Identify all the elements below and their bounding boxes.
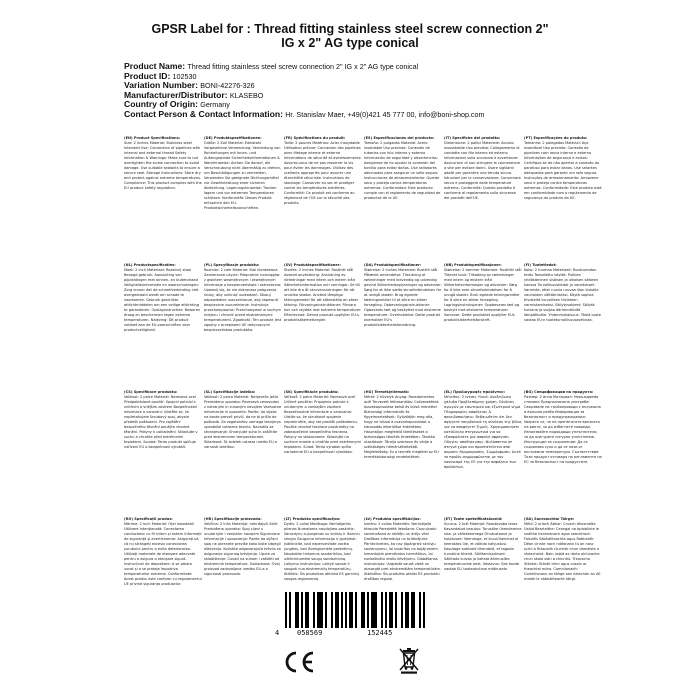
spec-heading: (SK) Špecifikácie produktu: xyxy=(284,390,339,394)
barcode-bar xyxy=(367,592,369,628)
spec-heading: (CS) Specifikace produktu: xyxy=(124,390,178,394)
spec-cell xyxy=(204,263,282,386)
spec-body: Maat: 2 inch Materiaal: Roestvrij staal Beoogd gebruik: Aansluiting van pijpleidingen met binnen- en buitendraad Veiligheidsinformatie en waarschuwingen: Zorg ervoor dat de schroefverbinding niet overgedraaid wordt om schade te voorkomen. Gebruik geschikte afdichtmiddelen om een veilige afdichting te garanderen. Opslaginstructies: Bewaren droog en beschermen tegen extreme temperaturen. Naleving: Dit product voldoet aan de EU-voorschriften voor productveiligheid. xyxy=(124,268,201,332)
weee-crossed-bin-icon xyxy=(398,646,420,674)
spec-body: Méid: 2 orlach Ábhar: Cruach dhosmálta Úsáid Beartaithe: Ceangal na bpíoblínte le snáithe inmheánach agus seachtrach Faisnéis Sábháilteachta agus Rabhaidh: Déan cinnte nach ndéanann tú an nasc scriú a fháscadh ró-mhór chun damáiste a sheachaint. Bain úsáid as rónta oiriúnacha chun séala slán a chinntiú. Treoracha Stórála: Stóráil tirim agus cosain ar theochtaí móra. Comhlíonadh: Comhlíonann an táirge seo rialachán an AE maidir le sábháilteacht táirgí. xyxy=(524,522,601,581)
spec-heading: (NL) Productspecificaties: xyxy=(124,263,176,267)
spec-cell xyxy=(444,263,522,386)
info-key: Country of Origin: xyxy=(124,100,198,110)
barcode-bar xyxy=(289,592,291,628)
barcode-bar xyxy=(341,592,343,628)
spec-heading: (HU) Termékjellemzők: xyxy=(364,390,410,394)
spec-cell xyxy=(284,390,362,513)
spec-body: Méret: 2 hüvelyk Anyag: Rozsdamentes acél Tervezett felhasználás: Csővezetékek összekapcsolása belső és külső menettel Biztonsági információk és figyelmeztetések: Győződjön meg róla, hogy ne túlzza a csavarkapcsolatot a károsodás elkerülése érdekében. Használjon megfelelő tömítéseket a biztonságos tömítés érdekében. Tárolási utasítások: Tárolja szárazon és védje a szélsőséges hőmérsékletektől. Megfelelőség: Ez a termék megfelel az EU termékbiztonsági rendeletének. xyxy=(364,395,439,459)
barcode-bar xyxy=(363,592,365,628)
barcode-bars xyxy=(285,592,425,628)
spec-cell xyxy=(444,390,522,513)
spec-body: Tamaño: 2 pulgadas Material: Acero inoxidable Uso previsto: Conexión de tuberías con hilo interno y externo Información de seguridad y advertencias: Asegúrese de no ajustar la conexión del tornillo para evitar daños. Use selladores adecuados para asegurar un sello seguro. Instrucciones de almacenamiento: Guarde seco y proteja contra temperaturas extremas. Conformidad: Este producto cumple con el reglamento de seguridad de productos de la UE. xyxy=(364,141,441,200)
spec-heading: (IT) Specifiche del prodotto: xyxy=(444,136,501,140)
spec-cell xyxy=(524,390,602,513)
spec-heading: (GA) Sonraíochtaí Táirge: xyxy=(524,517,575,521)
ean-barcode xyxy=(275,592,435,638)
barcode-bar xyxy=(381,592,383,628)
spec-heading: (RO) Specificații produs: xyxy=(124,517,173,521)
barcode-bar xyxy=(297,592,299,628)
spec-cell xyxy=(364,263,442,386)
barcode-digits-left: 058569 xyxy=(297,629,323,637)
barcode-bar xyxy=(337,592,339,628)
barcode-digits-right: 152445 xyxy=(367,629,393,637)
spec-body: Size: 2 inches Material: Stainless steel Intended Use: Connection of pipelines with internal and external thread Safety Information & Warnings: Make sure to not overtighten the screw connection to avoid damage. Use suitable sealants to ensure a secure seal. Storage Instructions: Store dry and protect against extreme temperatures. Compliance: This product complies with the EU product safety regulation. xyxy=(124,141,202,190)
barcode-bar xyxy=(321,592,323,628)
spec-cell xyxy=(524,136,602,259)
barcode-bar xyxy=(419,592,421,628)
spec-body: Velikost: 2 palce Materiál: Nerezová ocel Předpokládané použití: Spojení potrubí s vnitřním a vnějším závitem Bezpečnostní informace a varování: Ujistěte se, že nepřetahujete šroubový spoj, abyste předešli poškození. Pro zajištění bezpečného těsnění použijte vhodné těsnění. Pokyny k uskladnění: Skladujte v suchu a chraňte před extrémními teplotami. Soulad: Tento produkt splňuje nařízení EU o bezpečnosti výrobků. xyxy=(124,395,198,449)
spec-cell xyxy=(284,263,362,386)
spec-body: Suurus: 2 tolli Materjal: Roostevaba teras Kavandatud kasutus: Torustike ühendamine sise- ja väliskeermega Ohutusteave ja hoiatused: Veenduge, et kruviühendust ei keerataks üle, et vältida kahjustusi. Kasutage sobivaid tihendeid, et tagada turvaline tihend. Säilitamisjuhised: Säilitada kuivas ja kaitsta äärmuslike temperatuuride eest. Vastavus: See toode vastab ELi tooteohutuse määrusele. xyxy=(444,522,522,571)
spec-body: Storlek: 2 inches Material: Rostfritt stål Avsedd användning: Anslutning av rörledningar med intern och extern tråd Säkerhetsinformation och varningar: Se till att inte dra åt skruvanslutningen för att undvika skador. Använd lämpliga tätningsmedel för att säkerställa en säker tätning. Förvaringsinstruktioner: Förvara torr och skydda mot extrema temperaturer. Efterlevnad: Denna produkt uppfyller EU:s produktsäkerhetsregler. xyxy=(284,268,362,322)
barcode-bar xyxy=(301,592,303,628)
spec-cell xyxy=(444,517,522,657)
barcode-bar xyxy=(385,592,387,628)
spec-body: Velikost: 2 palca Material: Nerjaveče jeklo Predvidena uporaba: Povezava cevovodov z notranjim in zunanjim navojem Varnostne informacije in opozorila: Pazite, da vijaka ne boste preveč privili, da ne bi prišlo do poškodb. Za zagotovitev varnega tesnjenja uporabite ustrezna tesnila. Navodila za shranjevanje: Shranjujte suho in zaščitite pred ekstremnimi temperaturami. Skladnost: Ta izdelek ustreza uredbi EU o varnosti izdelkov. xyxy=(204,395,282,449)
spec-heading: (FR) Spécifications du produit: xyxy=(284,136,346,140)
barcode-bar xyxy=(313,592,315,628)
spec-heading: (SL) Specifikacije izdelka: xyxy=(204,390,256,394)
spec-body: Dimensione: 2 pollici Materiale: Acciaio inossidabile Uso previsto: Collegamento di condotte con filo interno ed esterno Informazioni sulla sicurezza e avvertenze: Assicurarsi di non stringere la connessione a vite per evitare danni. Usare sigillanti adatti per garantire una tenuta sicura. Istruzioni per la conservazione: Conservare secco e proteggere dalle temperature estreme. Conformità: Questo prodotto è conforme al regolamento sulla sicurezza dei prodotti dell'UE. xyxy=(444,141,521,200)
spec-cell xyxy=(204,390,282,513)
spec-body: Mărime: 2 inch Material: Oțel inoxidabil Utilizare intenționată: Conectarea conductelor cu fir intern și extern Informații de siguranță și avertismente: Asigurați-vă că nu strângeți excesiv conexiunea șurubului pentru a evita deteriorarea. Utilizați materiale de etanșare adecvate pentru a asigura o etanșare sigură. Instrucțiuni de depozitare: A se păstra uscat și a se proteja împotriva temperaturilor extreme. Conformitate: Acest produs este conform cu regulamentul UE privind siguranța produselor. xyxy=(124,522,202,586)
barcode-bar xyxy=(325,592,327,628)
spec-heading: (FI) Tuotetiedot: xyxy=(524,263,557,267)
barcode-bar xyxy=(331,592,333,628)
spec-cell xyxy=(364,136,442,259)
spec-heading: (ES) Especificaciones del producto: xyxy=(364,136,435,140)
spec-body: Izmērs: 2 collas Materiāls: Nerūsējošā tērauda Paredzētā lietošana: Cauruļvadu savienošana ar iekšēju un ārēju vītni Drošības informācija un brīdinājumi: Pārliecinieties, ka nav jāpārgriež skrūvju savienojumu, lai izvairītos no bojājumiem. Izmantojiet piemērotus hermētiķus, lai nodrošinātu drošu blīvējumu. Glabāšanas instrukcijas: Uzglabāt sausā vietā un aizsargāt pret ekstremālām temperatūrām. Atbilstība: Šis produkts atbilst ES produktu drošības regulai. xyxy=(364,522,442,581)
spec-body: Größe: 2 Zoll Material: Edelstahl Vorgesehene Verwendung: Verbindung von Rohrleitungen mit Innen- und Außengewinde Sicherheitsinformationen & Warnhinweise: Achten Sie darauf, die Verschraubung nicht übermäßig zu drehen, um Beschädigungen zu vermeiden. Verwenden Sie geeignete Dichtungsmittel zur Gewährleistung einer sicheren Abdichtung. Lagerungshinweise: Trocken lagern und vor extremen Temperaturen schützen. Konformität: Dieses Produkt entspricht den EU-Produktsicherheitsvorschriften. xyxy=(204,141,281,210)
spec-heading: (BG) Спецификации на продукта: xyxy=(524,390,594,394)
info-value: KLASEBO xyxy=(229,90,264,100)
barcode-bar xyxy=(285,592,287,628)
spec-body: Størrelse: 2 inches Materiale: Rustfrit stål Påtænkt anvendelse: Tilslutning af rørledninger med indvendig og udvendig gevind Sikkerhedsoplysninger og advarsler: Sørg for at ikke vælte skrueforbindelsen for at undgå skader. Brug egnede tætningsmidler til at sikre en sikker forsegling. Opbevaringsinstruktioner: Opbevares tørt og beskyttet mod ekstreme temperaturer. Overholdelse: Dette produkt overholder EU's produktsikkerhedsforordning. xyxy=(364,268,442,327)
info-key: Contact Person & Contact Information: xyxy=(124,109,283,119)
spec-heading: (DA) Produktspecifikationer: xyxy=(364,263,422,267)
ce-mark-svg xyxy=(282,650,316,674)
weee-bin-svg xyxy=(398,646,420,674)
barcode-bar xyxy=(407,592,409,628)
spec-heading: (SV) Produktspecifikationer: xyxy=(284,263,341,267)
barcode-digit-prefix: 4 xyxy=(275,629,280,637)
barcode-bar xyxy=(423,592,425,628)
spec-heading: (DE) Produktspezifikationen: xyxy=(204,136,262,140)
spec-body: Taille: 2 pouces Matériau: Acier inoxydable Utilisation prévue: Connexion des pipelines avec filetage interne et externe Informations de sécurité et avertissements: Assurez-vous de ne pas resserrer la vis pour éviter les dommages. Utilisez des scellants appropriés pour assurer une étanchéité sécurisée. Instructions de stockage: Conserver au sec et protéger contre les températures extrêmes. Conformité: Ce produit est conforme au règlement de l'UE sur la sécurité des produits. xyxy=(284,141,362,205)
spec-cell xyxy=(204,517,282,657)
spec-heading: (PL) Specyfikacje produktu: xyxy=(204,263,260,267)
spec-heading: (NB) Produktspesifikasjoner: xyxy=(444,263,502,267)
spec-cell xyxy=(524,263,602,386)
info-key: Variation Number: xyxy=(124,81,199,91)
country-row xyxy=(124,100,594,110)
product-id-row xyxy=(124,72,594,82)
spec-cell xyxy=(284,136,362,259)
label-title-line1: GPSR Label for : Thread fitting stainless steel screw connection 2" xyxy=(151,22,549,36)
info-value: Hr. Stanislav Maer, +49(0)421 45 777 00, info@boni-shop.com xyxy=(285,109,485,119)
spec-body: Rozmiar: 2 cale Materiał: Stal nierdzewna Zamierzone użycie: Połączenie rurociągów z gwintem wewnętrznym i zewnętrznym Informacje o bezpieczeństwie i ostrzeżenia: Upewnij się, że nie dokręcasz połączenia śruby, aby uniknąć uszkodzeń. Stosuj odpowiednie uszczelniacze, aby zapewnić bezpieczne uszczelnienie. Instrukcje przechowywania: Przechowywać w suchym miejscu i chronić przed ekstremalnymi temperaturami. Zgodność: Ten produkt jest zgodny z przepisami UE dotyczącymi bezpieczeństwa produktów. xyxy=(204,268,282,332)
variation-number-row xyxy=(124,81,594,91)
barcode-bar xyxy=(345,592,347,628)
spec-heading: (ET) Toote spetsifikatsioonid: xyxy=(444,517,503,521)
manufacturer-row xyxy=(124,91,594,101)
spec-cell xyxy=(444,136,522,259)
spec-body: Размер: 2 инча Материал: Неръждаема стомана Предназначена употреба: Свързване на тръбопроводи с вътрешна и външна резба Информация за безопасност и предупреждения: Уверете се, че не пренатягате връзката на винта, за да избегнете повреди. Използвайте подходящи уплътнители, за да осигурите сигурно уплътнение. Инструкции за съхранение: Да се съхранява сухо и да се пази от екстремни температури. Съответствие: Този продукт отговаря на регламента на ЕС за безопасност на продуктите. xyxy=(524,395,602,464)
specifications-grid xyxy=(124,136,602,666)
spec-cell xyxy=(124,136,202,259)
spec-cell xyxy=(124,390,202,513)
spec-heading: (LV) Produkta specifikācijas: xyxy=(364,517,421,521)
spec-heading: (EL) Προδιαγραφές προϊόντος: xyxy=(444,390,506,394)
info-key: Product ID: xyxy=(124,71,171,81)
spec-cell xyxy=(364,390,442,513)
ce-mark-icon xyxy=(282,650,316,674)
info-value: BONI-42276-326 xyxy=(200,81,255,91)
barcode-bar xyxy=(391,592,393,628)
spec-cell xyxy=(124,263,202,386)
info-key: Product Name: xyxy=(124,62,186,71)
spec-body: Koko: 2 tuumaa Materiaali: Ruostumaton teräs Tarkoitettu käyttö: Putkien yhdistäminen sisäisen ja ulkoisen säikeen kanssa Turvallisuustiedot ja varoitukset: Varmista, ettei ruuvia ruuvaa liian tiukalle vaurioiden välttämiseksi. Käytä sopivia tiivisteitä turvallisen tiivisteen varmistamiseksi. Säilytysohjeet: Säilytä kuivana ja suojaa äärimmäisiltä lämpötiloilta. Yhdenmukaisuus: Tämä tuote vastaa EU:n tuoteturvallisuusasetusta. xyxy=(524,268,601,322)
label-title-line2: IG x 2" AG type conical xyxy=(281,36,419,50)
info-value: Thread fitting stainless steel screw connection 2" IG x 2" AG type conical xyxy=(187,62,419,71)
spec-heading: (EN) Product Specifications: xyxy=(124,136,181,140)
barcode-bar xyxy=(375,592,377,628)
barcode-bar xyxy=(413,592,415,628)
spec-body: Veličina: 2 inča Materijal: nehrđajući čelik Predviđena uporaba: Spoj cijevi s unutarnjim i vanjskim navojem Sigurnosne informacije i upozorenja: Pazite da vijčani spoj ne okrenete previše kako biste izbjegli oštećenja. Koristite odgovarajuća brtvila za osiguranje sigurnog brtvljenja. Upute za skladištenje: Čuvati na suhom i zaštititi od ekstremnih temperatura. Sukladnost: Ovaj proizvod zadovoljava uredbu EU-a o sigurnosti proizvoda. xyxy=(204,522,281,576)
spec-body: Dydis: 2 coliai Medžiaga: Nerūdijantis plienas Numatoma naudojimo paskirtis: Vamzdynų sujungimas su vidiniu ir išoriniu sriegiu Saugumo informacija ir įspėjimai: Įsitikinkite, kad neperveržiate varžto jungties, kad išvengtumėte pažeidimų. Naudokite tinkamus sandariklius, kad užtikrintumėte saugų sandarinimą. Laikymo instrukcijos: Laikyti sausai ir saugoti nuo ekstremalių temperatūrų. Atitiktis: Šis produktas atitinka ES gaminių saugos reglamentą. xyxy=(284,522,360,581)
spec-heading: (HR) Specifikacije proizvoda: xyxy=(204,517,262,521)
spec-body: Veľkosť: 2 palce Materiál: Nerezová oceľ Určené použitie: Pripojenie potrubí s vnútorným a vonkajším závitom Bezpečnostné informácie a varovania: Uistite sa, že skrutkové spojenie neprekrútite, aby ste predišli poškodeniu. Použite vhodné tesniace prostriedky na zabezpečenie bezpečného tesnenia. Pokyny na skladovanie: Skladujte na suchom mieste a chráňte pred extrémnymi teplotami. Súlad: Tento výrobok spĺňa nariadenie EÚ o bezpečnosti výrobkov. xyxy=(284,395,361,454)
spec-body: Μέγεθος: 2 ίντσες Υλικό: Ανοξείδωτο χάλυβα Προβλεπόμενη χρήση: Σύνδεση αγωγών με εσωτερικό και εξωτερικό νήμα Πληροφορίες ασφάλειας & προειδοποιήσεις: Βεβαιωθείτε ότι δεν σφίγγετε υπερβολικά τη σύνδεση της βίδας για να αποφύγετε ζημιές. Χρησιμοποιήστε κατάλληλα στεγανωτικά για να εξασφαλίσετε μια ασφαλή σφράγιση. Οδηγίες αποθήκευσης: Φυλάσσεται σε στεγνό χώρο και προστατεύεται από ακραίες θερμοκρασίες. Συμμόρφωση: Αυτό το προϊόν συμμορφώνεται με τον κανονισμό της ΕΕ για την ασφάλεια των προϊόντων. xyxy=(444,395,522,469)
product-info xyxy=(124,62,594,120)
barcode-bar xyxy=(395,592,397,628)
spec-cell xyxy=(204,136,282,259)
barcode-bar xyxy=(307,592,309,628)
info-key: Manufacturer/Distributor: xyxy=(124,90,228,100)
spec-heading: (LT) Produkto specifikacijos: xyxy=(284,517,341,521)
spec-heading: (PT) Especificações do produto: xyxy=(524,136,588,140)
barcode-bar xyxy=(401,592,403,628)
contact-row xyxy=(124,110,594,120)
spec-cell xyxy=(524,517,602,657)
info-value: Germany xyxy=(200,100,230,110)
spec-body: Størrelse: 2 tommer Materiale: Rustfritt stål Tiltenkt bruk: Tilkobling av rørledninger med intern og ekstern tråd Sikkerhetsinformasjon og advarsler: Sørg for å ikke over skrueforbindelsen for å unngå skader. Bruk egnede tetningsmidler for å sikre en sikker forsegling. Lagringsinstruksjoner: Oppbevares tørt og beskytt mot ekstreme temperaturer. Samsvar: Dette produktet oppfyller EUs produktsikkerhetsforskrift. xyxy=(444,268,522,322)
product-name-row xyxy=(124,62,594,72)
info-value: 102530 xyxy=(172,71,197,81)
spec-cell xyxy=(124,517,202,657)
barcode-bar xyxy=(351,592,353,628)
label-title xyxy=(0,22,700,50)
barcode-bar xyxy=(355,592,357,628)
spec-body: Tamanho: 2 polegadas Material: Aço inoxidável Uso previsto: Conexão de pipelines com rosca interna e externa Informações de segurança e avisos: Certifique-se de não apertar a conexão do parafuso para evitar danos. Use selantes adequados para garantir um selo seguro. Instruções de armazenamento: Armazene seco e proteja contra temperaturas extremas. Conformidade: Este produto está em conformidade com o regulamento de segurança do produto da UE. xyxy=(524,141,602,200)
